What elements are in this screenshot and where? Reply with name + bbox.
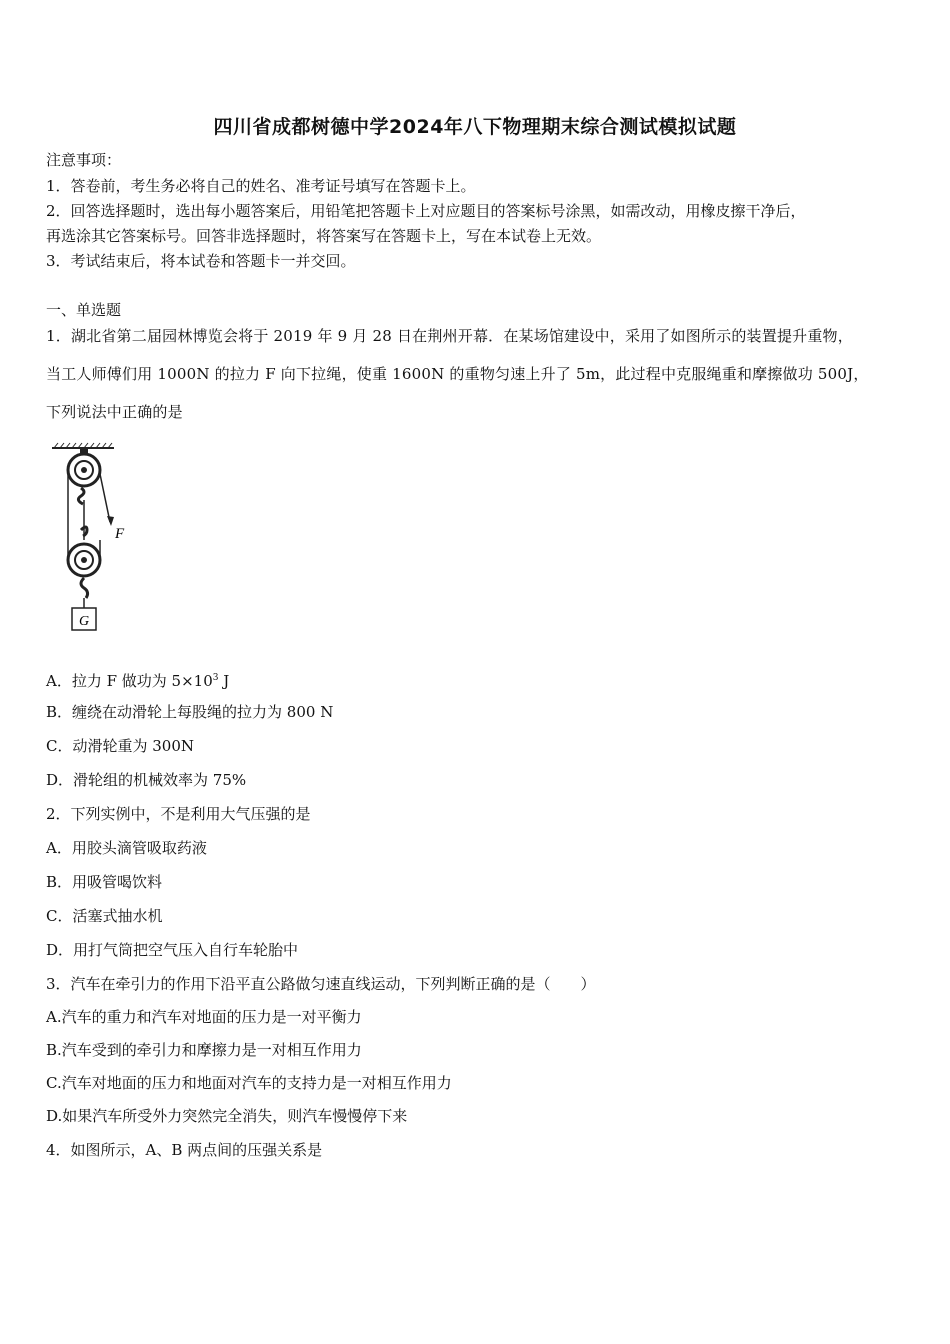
q1-option-c: C．动滑轮重为 300N (46, 737, 195, 755)
force-arrow (107, 516, 114, 526)
q2-option: A．用胶头滴管吸取药液 (46, 839, 207, 857)
weight-hook (81, 578, 88, 598)
notice-item: 2．回答选择题时，选出每小题答案后，用铅笔把答题卡上对应题目的答案标号涂黑，如需改动，用橡皮擦干净后， (46, 202, 806, 220)
question-1-stem: 下列说法中正确的是 (46, 403, 183, 421)
q3-option: A.汽车的重力和汽车对地面的压力是一对平衡力 (46, 1008, 362, 1026)
notice-heading: 注意事项： (46, 151, 122, 169)
question-1-stem: 1．湖北省第二届园林博览会将于 2019 年 9 月 28 日在荆州开幕．在某场馆建设中，采用了如图所示的装置提升重物， (46, 327, 853, 345)
question-2-stem: 2．下列实例中，不是利用大气压强的是 (46, 805, 311, 823)
page-title: 四川省成都树德中学2024年八下物理期末综合测试模拟试题 (213, 116, 737, 138)
q1-option-d: D．滑轮组的机械效率为 75% (46, 771, 247, 789)
q1-option-b: B．缠绕在动滑轮上每股绳的拉力为 800 N (46, 703, 334, 721)
q2-option: D．用打气筒把空气压入自行车轮胎中 (46, 941, 299, 959)
q3-option: B.汽车受到的牵引力和摩擦力是一对相互作用力 (46, 1041, 362, 1059)
notice-item: 再选涂其它答案标号。回答非选择题时，将答案写在答题卡上，写在本试卷上无效。 (46, 227, 602, 245)
q2-option: C．活塞式抽水机 (46, 907, 163, 925)
force-label: F (115, 526, 125, 542)
notice-item: 3．考试结束后，将本试卷和答题卡一并交回。 (46, 252, 356, 270)
question-4-stem: 4．如图所示，A、B 两点间的压强关系是 (46, 1141, 323, 1159)
q3-option: D.如果汽车所受外力突然完全消失，则汽车慢慢停下来 (46, 1107, 408, 1125)
fixed-pulley-hook (78, 488, 84, 504)
q1-option-a: A．拉力 F 做功为 $5\times 10^3$ J (46, 672, 230, 690)
pulley-figure (48, 440, 138, 636)
q3-option: C.汽车对地面的压力和地面对汽车的支持力是一对相互作用力 (46, 1074, 452, 1092)
q2-option: B．用吸管喝饮料 (46, 873, 163, 891)
free-rope (100, 474, 110, 522)
question-3-stem: 3．汽车在牵引力的作用下沿平直公路做匀速直线运动，下列判断正确的是（ ） (46, 975, 596, 993)
section-heading: 一、单选题 (46, 301, 122, 319)
notice-item: 1．答卷前，考生务必将自己的姓名、准考证号填写在答题卡上。 (46, 177, 476, 195)
weight-label: G (78, 614, 90, 629)
question-1-stem: 当工人师傅们用 1000N 的拉力 F 向下拉绳，使重 1600N 的重物匀速上升了 5m，此过程中克服绳重和摩擦做功 500J， (46, 365, 869, 383)
